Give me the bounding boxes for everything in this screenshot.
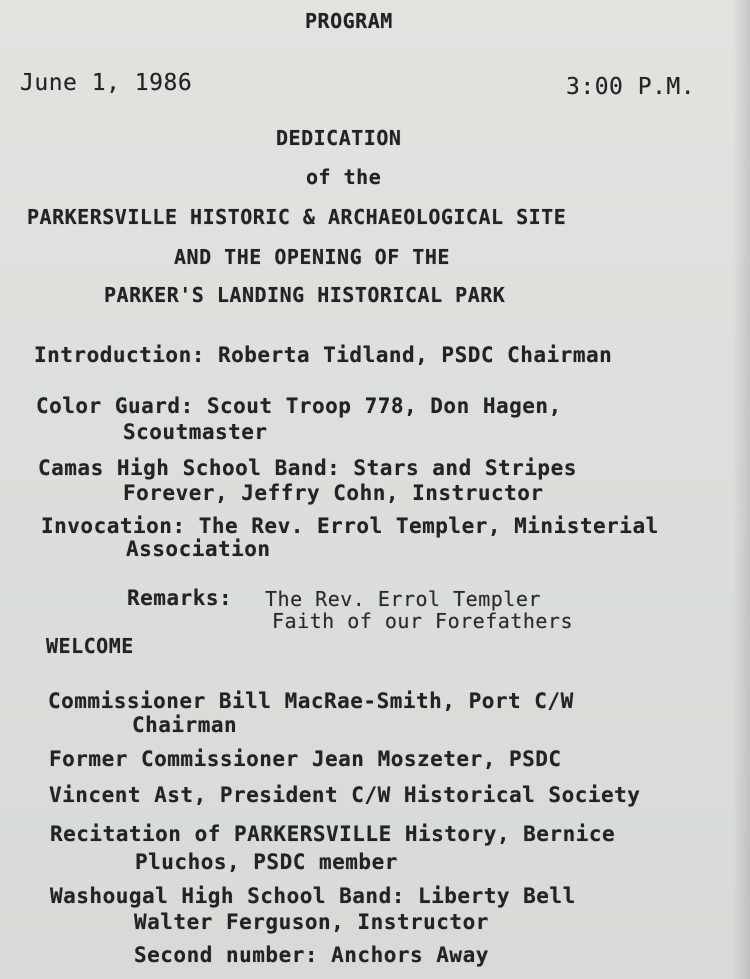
title-park-name: PARKER'S LANDING HISTORICAL PARK <box>104 283 506 307</box>
event-date: June 1, 1986 <box>20 70 193 96</box>
program-item-commissioner: Commissioner Bill MacRae-Smith, Port C/W <box>48 689 574 713</box>
program-item-recitation-cont: Pluchos, PSDC member <box>135 850 398 874</box>
program-item-camas-band: Camas High School Band: Stars and Stripes <box>38 456 577 480</box>
welcome-heading: WELCOME <box>46 634 134 658</box>
title-of-the: of the <box>306 165 382 189</box>
program-item-color-guard: Color Guard: Scout Troop 778, Don Hagen, <box>36 394 562 418</box>
program-item-color-guard-cont: Scoutmaster <box>123 420 268 444</box>
event-time: 3:00 P.M. <box>566 74 696 100</box>
title-site-name: PARKERSVILLE HISTORIC & ARCHAEOLOGICAL SITE <box>27 205 567 229</box>
program-item-introduction: Introduction: Roberta Tidland, PSDC Chairman <box>34 343 613 367</box>
title-dedication: DEDICATION <box>276 126 402 150</box>
remarks-speaker: The Rev. Errol Templer <box>265 587 541 611</box>
program-item-second-number: Second number: Anchors Away <box>134 943 489 967</box>
program-item-recitation: Recitation of PARKERSVILLE History, Bernice <box>50 822 616 846</box>
program-item-invocation: Invocation: The Rev. Errol Templer, Ministerial <box>41 514 659 538</box>
program-item-washougal-band-cont: Walter Ferguson, Instructor <box>134 910 489 934</box>
program-item-invocation-cont: Association <box>126 537 271 561</box>
title-opening: AND THE OPENING OF THE <box>174 245 450 269</box>
remarks-label: Remarks: <box>127 586 233 610</box>
program-heading: PROGRAM <box>305 9 393 33</box>
program-item-washougal-band: Washougal High School Band: Liberty Bell <box>50 884 576 908</box>
program-item-commissioner-cont: Chairman <box>132 713 238 737</box>
program-item-former-commissioner: Former Commissioner Jean Moszeter, PSDC <box>49 747 562 771</box>
paper-edge-shadow <box>732 0 750 979</box>
remarks-title: Faith of our Forefathers <box>272 609 573 633</box>
program-item-camas-band-cont: Forever, Jeffry Cohn, Instructor <box>123 481 544 505</box>
program-item-vincent-ast: Vincent Ast, President C/W Historical Society <box>49 783 641 807</box>
